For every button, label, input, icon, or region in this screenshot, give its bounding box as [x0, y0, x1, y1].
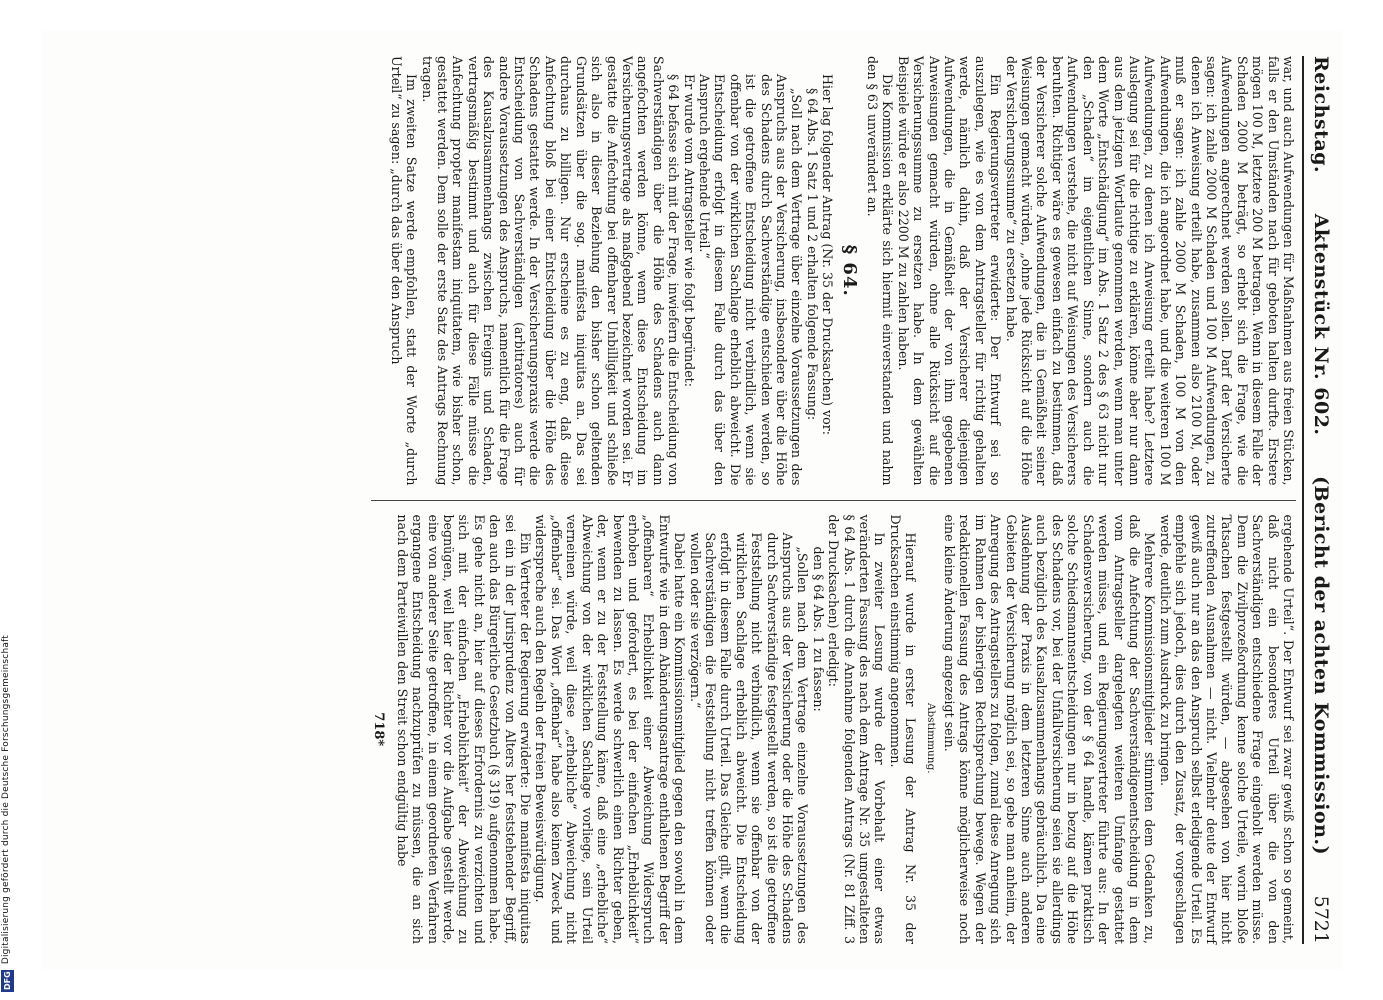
quoted-text: „Sollen nach dem Vertrage einzelne Voraussetzungen des Anspruchs aus der Versicherung oder die Höhe des Schadens durch Sachverständige festgestellt werden, so ist die getroffene Feststellung nicht verbindlich, wenn sie offenbar von der wirklichen Sachlage erheblich abweicht. Die Entscheidung erfolgt in diesem Falle durch Urteil. Das Gleiche gilt, wenn die Sachverständigen die Feststellung nicht treffen können oder wollen oder sie verzögern.“	[687, 532, 810, 944]
paragraph: Hierauf wurde in erster Lesung der Antrag Nr. 35 der Drucksachen einstimmig angenommen.	[887, 514, 918, 944]
paragraph: Die Kommission erklärte sich hiermit einverstanden und nahm den § 63 unverändert an.	[864, 56, 895, 486]
section-heading: § 64.	[838, 244, 860, 297]
paragraph: Hier lag folgender Antrag (Nr. 35 der Drucksachen) vor:	[819, 74, 835, 436]
column-divider	[371, 500, 1296, 501]
paragraph: Mehrere Kommissionsmitglieder stimmten dem Gedanken zu, daß die Anfechtung der Sachverständigenentscheidung in dem vom Antragsteller dargelegten weiteren Umfange gestattet werden müsse, und ein Regierungsvertreter führte aus: In der Schadensversicherung, von der § 64 handle, kämen praktisch solche Schiedsmannsentscheidungen nur in bezug auf die Höhe des Schadens vor, bei der Unfallversicherung seien sie allerdings auch bezüglich des Kausalzusammenhangs gebräuchlich. Da eine Ausdehnung der Praxis in dem letzteren Sinne auch anderen Gebieten der Versicherung möglich sei, so gebe man anheim, der Anregung des Antragstellers zu folgen, zumal diese Anregung sich im Rahmen der bisherigen Rechtsprechung bewege. Wegen der redaktionellen Fassung des Antrags könne möglicherweise noch eine kleine Änderung angezeigt sein.	[941, 514, 1157, 944]
paragraph: § 64 Abs. 1 Satz 1 und 2 erhalten folgende Fassung:	[804, 88, 820, 421]
header-middle: Aktenstück Nr. 602.	[1309, 213, 1332, 436]
paragraph: Ein Regierungsvertreter erwiderte: Der Entwurf sei so auszulegen, wie es von dem Antragsteller für richtig gehalten werde, nämlich dahin, daß der Versicherer diejenigen Aufwendungen, die in Gemäßheit der von ihm gegebenen Anweisungen gemacht würden, ohne alle Rücksicht auf die Versicherungssumme zu ersetzen habe. In dem gewählten Beispiele würde er also 2200 M zu zahlen haben.	[895, 56, 1003, 486]
paragraph: Er wurde vom Antragsteller wie folgt begründet:	[681, 74, 697, 387]
paragraph: den § 64 Abs. 1 zu fassen:	[810, 546, 826, 712]
vote-heading: Abstimmung.	[924, 702, 937, 774]
document-page	[42, 30, 1342, 970]
digitization-sidebar	[0, 0, 16, 1000]
header-left: Reichstag.	[1309, 56, 1332, 174]
quoted-text: „Soll nach dem Vertrage über einzelne Voraussetzungen des Anspruchs aus der Versicherung, insbesondere über die Höhe des Schadens durch Sachverständige entschieden werden, so ist die getroffene Entscheidung nicht verbindlich, wenn sie offenbar von der wirklichen Sachlage erheblich abweicht. Die Entscheidung erfolgt in diesem Falle durch das über den Anspruch ergehende Urteil.“	[696, 74, 804, 486]
header-right: (Bericht der achten Kommission.)	[1309, 476, 1332, 856]
text-columns	[371, 56, 1296, 944]
paragraph: war, und auch Aufwendungen für Maßnahmen aus freien Stücken, falls er den Umständen nach für geboten halten durfte. Erstere mögen 100 M, letztere 200 M betragen. Wenn in diesem Falle der Schaden 2000 M beträgt, so erhebt sich die Frage, wie die Aufwendungen angerechnet werden sollen. Darf der Versicherte sagen: ich zahle 2000 M Schaden und 100 M Aufwendungen, zu denen ich Anweisung erteilt habe, zusammen also 2100 M, oder muß er sagen: ich zahle 2000 M Schaden, 100 M von den Aufwendungen, die ich angeordnet habe, und die weiteren 100 M Aufwendungen, zu denen ich Anweisung erteilt habe? Letztere Auslegung sei für die richtige zu erklären, könne aber nur dann aus dem jetzigen Wortlaute genommen werden, wenn man unter dem Worte „Entschädigung“ im Abs. 1 Satz 2 des § 63 nicht nur den „Schaden“ im eigentlichen Sinne, sondern auch die Aufwendungen verstehe, die nicht auf Weisungen des Versicherers beruhten. Richtiger wäre es gewesen einfach zu bestimmen, daß der Versicherer solche Aufwendungen, die in Gemäßheit seiner Weisungen gemacht würden, „ohne jede Rücksicht auf die Höhe der Versicherungssumme“ zu ersetzen habe.	[1003, 56, 1296, 486]
paragraph: In zweiter Lesung wurde der Vorbehalt einer etwas veränderten Fassung des nach dem Antrage Nr. 35 umgestalteten § 64 Abs. 1 durch die Annahme folgenden Antrags (Nr. 81 Ziff. 3 der Drucksachen) erledigt:	[825, 514, 887, 944]
paragraph: ergehende Urteil“. Der Entwurf sei zwar gewiß schon so gemeint, daß nicht ein besonderes Urteil über die von den Sachverständigen entschiedene Frage eingeholt werden müsse. Denn die Zivilprozeßordnung kenne solche Urteile, worin bloße Tatsachen festgestellt würden, — abgesehen von hier nicht zutreffenden Ausnahmen — nicht. Vielmehr deute der Entwurf gewiß auch nur an das den Anspruch selbst erledigende Urteil. Es empfehle sich jedoch, dies durch den Zusatz, der vorgeschlagen werde, deutlich zum Ausdruck zu bringen.	[1157, 514, 1296, 944]
digitization-credit: Digitalisierung gefördert durch die Deutsche Forschungsgemeinschaft	[1, 634, 11, 964]
left-column	[371, 56, 1296, 486]
paragraph: Im zweiten Satze werde empfohlen, statt der Worte „durch Urteil“ zu sagen: „durch das über den Anspruch	[388, 56, 419, 486]
paragraph: Dabei hatte ein Kommissionsmitglied gegen den sowohl in dem Entwurfe wie in dem Abänderungsantrage enthaltenen Begriff der „offenbaren“ Erheblichkeit einer Abweichung Widerspruch erhoben und gefordert, es bei der einfachen „Erheblichkeit“ bewenden zu lassen. Es werde schwerlich einen Richter geben, der, wenn er zu der Feststellung käme, daß eine „erhebliche“ Abweichung von der wirklichen Sachlage vorliege, sein Urteil verneinen würde, weil diese „erhebliche“ Abweichung nicht „offenbar“ sei. Das Wort „offenbar“ habe also keinen Zweck und widerspreche auch den Regeln der freien Beweiswürdigung.	[533, 514, 687, 944]
page-header	[1302, 56, 1334, 944]
signature-mark: 718*	[370, 712, 386, 747]
paragraph: Ein Vertreter der Regierung erwiderte: Die manifesta iniquitas sei ein in der Jurisprudenz von Alters her feststehender Begriff, den auch das Bürgerliche Gesetzbuch (§ 319) aufgenommen habe. Es gehe nicht an, hier auf dieses Erfordernis zu verzichten und sich mit der einfachen „Erheblichkeit“ der Abweichung zu begnügen, weil hier der Richter vor die Aufgabe gestellt werde, eine von anderer Seite getroffene, in einem geordneten Verfahren ergangene Entscheidung nachzuprüfen zu müssen, die an sich nach dem Parteiwillen den Streit schon endgültig habe	[394, 514, 533, 944]
paragraph: § 64 befasse sich mit der Frage, inwiefern die Entscheidung von Sachverständigen über die Höhe des Schadens auch dann angefochten werden könne, wenn diese Entscheidung im Versicherungsvertrage als maßgebend bezeichnet worden sei. Er gestatte die Anfechtung bei offenbarer Unbilligkeit und schließe sich also in dieser Beziehung den bisher schon geltenden Grundsätzen über die sog. manifesta iniquitas an. Das sei durchaus zu billigen. Nur erscheine es zu eng, daß diese Anfechtung bloß bei einer Entscheidung über die Höhe des Schadens gestattet werde. In der Versicherungspraxis werde die Entscheidung von Sachverständigen (arbitratores) auch für andere Voraussetzungen des Anspruchs, namentlich für die Frage des Kausalzusammenhangs zwischen Ereignis und Schaden, vertragsmäßig bestimmt und auch für diese Fälle müsse die Anfechtung propter manifestam iniquitatem, wie bisher schon, gestattet werden. Dem solle der erste Satz des Antrags Rechnung tragen.	[419, 56, 681, 486]
page-number: 5721	[1309, 895, 1332, 944]
dfg-logo: DFG	[3, 971, 12, 991]
right-column	[371, 515, 1296, 945]
